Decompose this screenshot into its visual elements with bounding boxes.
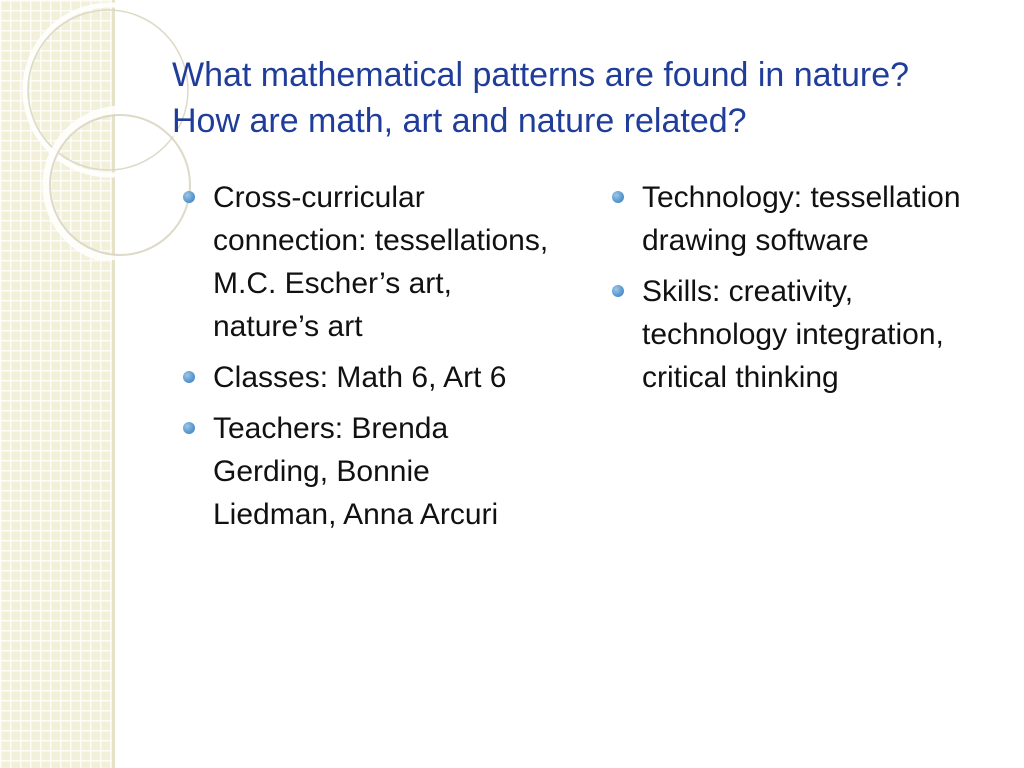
left-bullet-list — [183, 176, 558, 544]
decorative-circles — [0, 0, 200, 260]
right-bullet-list — [612, 176, 984, 407]
bullet-text: Cross-curricular connection: tessellations, M.C. Escher’s art, nature’s art — [213, 181, 549, 343]
bullet-text: Technology: tessellation drawing software — [642, 181, 961, 257]
bullet-icon — [612, 191, 624, 203]
bullet-icon — [183, 422, 195, 434]
slide-title: What mathematical patterns are found in nature? How are math, art and nature related? — [172, 56, 910, 140]
list-item — [183, 356, 558, 399]
bullet-icon — [612, 285, 624, 297]
list-item — [183, 407, 558, 536]
bullet-text: Teachers: Brenda Gerding, Bonnie Liedman, Anna Arcuri — [213, 412, 499, 531]
bullet-icon — [183, 371, 195, 383]
list-item — [183, 176, 558, 348]
list-item — [612, 176, 984, 262]
bullet-text: Classes: Math 6, Art 6 — [213, 361, 507, 394]
bullet-icon — [183, 191, 195, 203]
bullet-text: Skills: creativity, technology integration, critical thinking — [642, 275, 944, 394]
list-item — [612, 270, 984, 399]
